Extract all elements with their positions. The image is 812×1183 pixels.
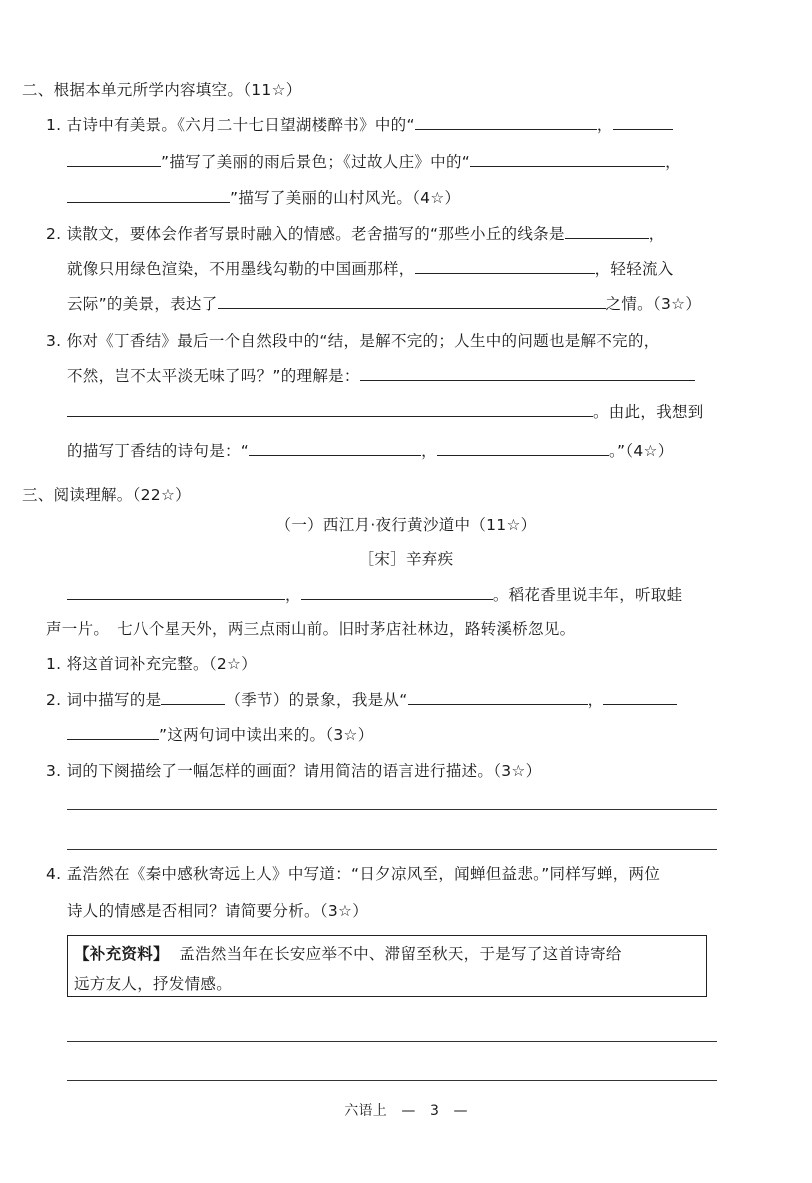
question-3-4-line-1: 4. 孟浩然在《秦中感秋寄远上人》中写道：“日夕凉风至，闻蝉但益悲。”同样写蝉，两位 <box>46 865 661 883</box>
poem-line-1 <box>67 583 682 605</box>
question-3-2-line-1 <box>46 688 677 710</box>
answer-blank[interactable] <box>603 690 677 705</box>
q2-3-text-c: 的描写丁香结的诗句是：“ <box>67 442 250 460</box>
question-2-3-line-1: 3. 你对《丁香结》最后一个自然段中的“结，是解不完的；人生中的问题也是解不完的， <box>46 332 660 350</box>
supplement-line-1 <box>74 942 622 964</box>
question-2-3-line-2 <box>67 364 695 386</box>
supplement-text-1: 孟浩然当年在长安应举不中、滞留至秋天，于是写了这首诗寄给 <box>179 945 622 963</box>
question-2-3-line-4 <box>67 439 674 461</box>
answer-blank[interactable] <box>415 259 595 274</box>
supplement-label: 【补充资料】 <box>74 945 169 963</box>
answer-blank[interactable] <box>360 366 695 381</box>
answer-blank[interactable] <box>161 690 225 705</box>
q3-2-comma: ， <box>587 691 604 709</box>
q2-1-comma-2: ， <box>665 153 681 171</box>
q2-2-text-c: ，轻轻流入 <box>594 260 674 278</box>
q2-3-text-a: 不然，岂不太平淡无味了吗？”的理解是： <box>67 367 360 385</box>
answer-blank[interactable] <box>67 402 593 417</box>
page-footer: 六语上 — 3 — <box>344 1103 468 1119</box>
question-2-1-line-3 <box>67 186 460 208</box>
q2-1-comma: ， <box>596 116 613 134</box>
question-2-3-line-3 <box>67 400 704 422</box>
q3-2-text-a: 2. 词中描写的是 <box>46 691 162 709</box>
answer-blank[interactable] <box>613 115 673 130</box>
section-2-heading: 二、根据本单元所学内容填空。（11☆） <box>22 81 302 99</box>
answer-blank[interactable] <box>301 585 493 600</box>
answer-blank[interactable] <box>67 585 285 600</box>
question-3-4-line-2: 诗人的情感是否相同？请简要分析。（3☆） <box>67 902 369 920</box>
answer-line[interactable] <box>67 849 717 850</box>
answer-blank[interactable] <box>67 188 230 203</box>
q2-2-text-b: 就像只用绿色渲染，不用墨线勾勒的中国画那样， <box>67 260 415 278</box>
q3-2-text-c: ”这两句词中读出来的。（3☆） <box>159 726 374 744</box>
question-2-2-line-3 <box>67 292 701 314</box>
poem-comma: ， <box>285 586 301 604</box>
answer-blank[interactable] <box>415 115 597 130</box>
question-2-1-line-1 <box>46 113 673 135</box>
answer-blank[interactable] <box>67 152 161 167</box>
q2-3-comma: ， <box>421 442 437 460</box>
q2-3-text-d: 。”（4☆） <box>608 442 674 460</box>
q2-1-text-c: ”描写了美丽的山村风光。（4☆） <box>230 189 461 207</box>
poem-line-2: 声一片。 七八个星天外，两三点雨山前。旧时茅店社林边，路转溪桥忽见。 <box>46 620 576 638</box>
answer-blank[interactable] <box>67 725 159 740</box>
question-3-1: 1. 将这首词补充完整。（2☆） <box>46 655 258 673</box>
answer-blank[interactable] <box>565 224 649 239</box>
q2-2-text-e: 之情。（3☆） <box>605 295 702 313</box>
question-3-3: 3. 词的下阕描绘了一幅怎样的画面？请用简洁的语言进行描述。（3☆） <box>46 762 542 780</box>
q2-3-text-b: 。由此，我想到 <box>593 403 704 421</box>
question-2-2-line-2 <box>67 257 674 279</box>
q2-2-text-d: 云际”的美景，表达了 <box>67 295 218 313</box>
q2-1-text-b: ”描写了美丽的雨后景色；《过故人庄》中的“ <box>161 153 471 171</box>
section-3-heading: 三、阅读理解。（22☆） <box>22 486 191 504</box>
question-2-2-line-1 <box>46 222 665 244</box>
supplement-line-2: 远方友人，抒发情感。 <box>74 975 233 993</box>
question-3-2-line-2 <box>67 723 374 745</box>
q2-1-text-a: 1. 古诗中有美景。《六月二十七日望湖楼醉书》中的“ <box>46 116 415 134</box>
answer-blank[interactable] <box>218 294 606 309</box>
q3-2-text-b: （季节）的景象，我是从“ <box>225 691 408 709</box>
poem-author: ［宋］辛弃疾 <box>358 550 454 568</box>
answer-blank[interactable] <box>249 441 421 456</box>
answer-line[interactable] <box>67 1041 717 1042</box>
answer-blank[interactable] <box>437 441 609 456</box>
answer-blank[interactable] <box>408 690 588 705</box>
poem-text-a: 。稻花香里说丰年，听取蛙 <box>492 586 683 604</box>
q2-2-text-a: 2. 读散文，要体会作者写景时融入的情感。老舍描写的“那些小丘的线条是 <box>46 225 565 243</box>
answer-line[interactable] <box>67 809 717 810</box>
answer-blank[interactable] <box>470 152 665 167</box>
poem-title: （一）西江月·夜行黄沙道中（11☆） <box>275 516 537 534</box>
supplement-box <box>67 935 707 997</box>
question-2-1-line-2 <box>67 150 681 172</box>
answer-line[interactable] <box>67 1080 717 1081</box>
q2-2-comma: ， <box>648 225 665 243</box>
